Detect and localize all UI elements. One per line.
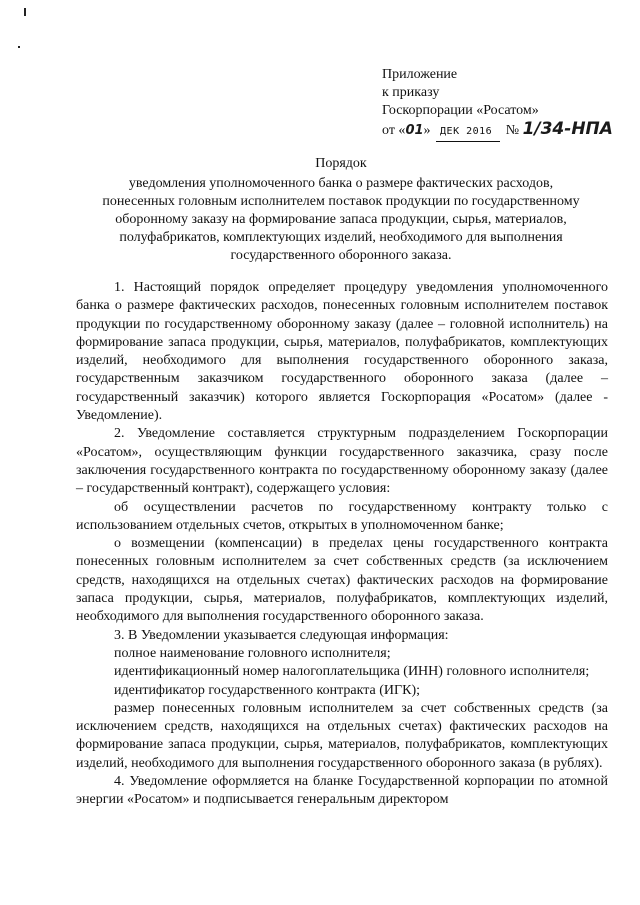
paragraph-1: 1. Настоящий порядок определяет процедуру уведомления уполномоченного банка о размере фактических расходов, понесенных головным исполнителем поставок продукции по государственному оборонному заказу (далее – головной исполнитель) на формирование запаса продукции, сырья, материалов, полуфабрикатов, комплектующих изделий, необходимого для выполнения государственного оборонного заказа, государственным заказчиком государственного оборонного заказа (далее – государственный заказчик) которого является Госкорпорация «Росатом» (далее - Уведомление). (76, 280, 608, 424)
appendix-label: Приложение (382, 67, 458, 82)
paragraph-3-item-igk: идентификатор государственного контракта (ИГК); (114, 682, 421, 698)
paragraph-2-condition-b: о возмещении (компенсации) в пределах цены государственного контракта понесенных головным исполнителем за счет собственных средств (за исключением средств, находящихся на отдельных счетах) фактических расходов на формирование запаса продукции, сырья, материалов, полуфабрикатов, комплектующих изделий, необходимого для выполнения государственного оборонного заказа. (76, 536, 608, 625)
title-line: понесенных головным исполнителем поставок продукции по государственному (102, 194, 580, 209)
paragraph-2: 2. Уведомление составляется структурным подразделением Госкорпорации «Росатом», осуществляющим функции государственного заказчика, сразу после заключения государственного контракта по государственному оборонному заказу (далее – государственный контракт), содержащего условия: (76, 426, 608, 497)
title-line: государственного оборонного заказа. (230, 248, 452, 263)
paragraph-2-condition-a: об осуществлении расчетов по государственному контракту только с использованием отдельных счетов, открытых в уполномоченном банке; (76, 499, 608, 533)
date-day: 01 (405, 123, 424, 138)
paragraph-3-item-name: полное наименование головного исполнителя; (114, 645, 391, 661)
paragraph-3: 3. В Уведомлении указывается следующая информация: (114, 627, 449, 643)
title-line: оборонному заказу на формирование запаса продукции, сырья, материалов, (115, 212, 567, 227)
date-prefix: от « (382, 123, 406, 138)
scan-speck (24, 8, 26, 16)
date-stamp: ДЕК 2016 (436, 123, 500, 142)
number-sign: № (505, 123, 520, 138)
paragraph-3-item-amount: размер понесенных головным исполнителем за счет собственных средств (за исключением средств, находящихся на отдельных счетах) фактических расходов на формирование запаса продукции, сырья, материалов, полуфабрикатов, комплектующих изделий, необходимого для выполнения государственного оборонного заказа (в рублях). (76, 700, 608, 771)
title-heading: Порядок (315, 156, 367, 171)
date-close: » (423, 123, 431, 138)
title-line: полуфабрикатов, комплектующих изделий, необходимого для выполнения (119, 230, 563, 245)
paragraph-3-item-inn: идентификационный номер налогоплательщика (ИНН) головного исполнителя; (114, 664, 590, 680)
title-line: уведомления уполномоченного банка о размере фактических расходов, (128, 176, 554, 191)
appendix-date-number (382, 120, 613, 142)
appendix-organization: Госкорпорации «Росатом» (382, 103, 539, 118)
order-number: 1/34-НПА (522, 119, 613, 139)
paragraph-4: 4. Уведомление оформляется на бланке Государственной корпорации по атомной энергии «Росатом» и подписывается генеральным директором (76, 774, 608, 808)
document-body (76, 279, 608, 810)
document-title (76, 155, 606, 265)
appendix-header (382, 66, 613, 142)
appendix-to-order: к приказу (382, 85, 440, 100)
scan-speck (18, 46, 20, 48)
